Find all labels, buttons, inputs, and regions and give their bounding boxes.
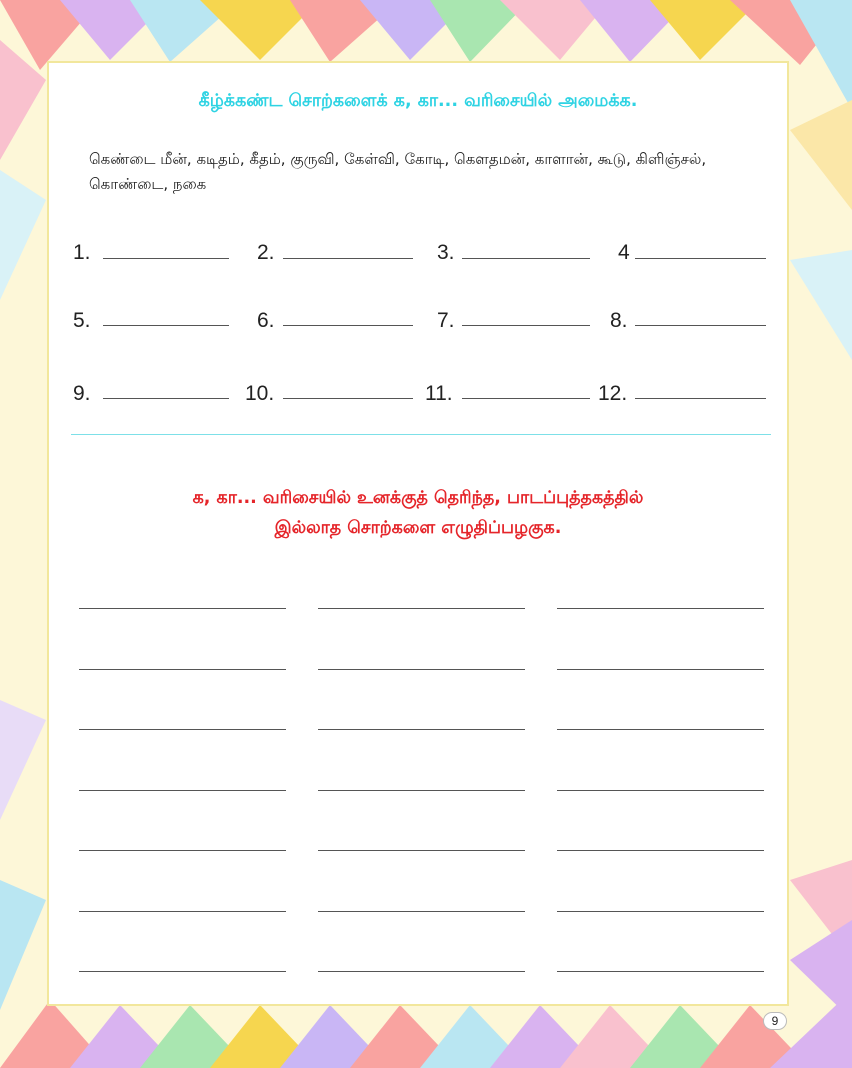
word-list: கெண்டை மீன், கடிதம், கீதம், குருவி, கேள்வி, கோடி, கௌதமன், காளான், கூடு, கிளிஞ்சல், கொண்டை, நகை [89,150,707,193]
answer-number: 9. [73,382,91,405]
section-divider [71,434,771,435]
writing-line[interactable] [318,608,525,609]
answer-line[interactable] [635,398,766,399]
writing-line[interactable] [79,729,286,730]
answer-number: 1. [73,241,91,264]
writing-line[interactable] [79,911,286,912]
writing-line[interactable] [557,971,764,972]
writing-line[interactable] [79,669,286,670]
answer-line[interactable] [283,325,413,326]
answer-line[interactable] [283,398,413,399]
page-number: 9 [763,1012,787,1030]
answer-line[interactable] [103,325,229,326]
writing-line[interactable] [79,971,286,972]
answer-number: 5. [73,309,91,332]
writing-line[interactable] [557,911,764,912]
answer-line[interactable] [462,398,590,399]
writing-line[interactable] [318,850,525,851]
answer-line[interactable] [462,325,590,326]
writing-line[interactable] [318,729,525,730]
writing-line[interactable] [79,790,286,791]
instruction-heading-1: கீழ்க்கண்ட சொற்களைக் க, கா... வரிசையில் அமைக்க. [198,91,638,111]
answer-line[interactable] [283,258,413,259]
writing-line[interactable] [557,850,764,851]
answer-number: 7. [437,309,455,332]
writing-line[interactable] [79,850,286,851]
answer-number: 3. [437,241,455,264]
writing-line[interactable] [318,669,525,670]
writing-line[interactable] [79,608,286,609]
worksheet [47,61,789,1006]
writing-line[interactable] [318,911,525,912]
answer-number: 6. [257,309,275,332]
answer-number: 4 [618,241,630,264]
heading-2-line-1: க, கா... வரிசையில் உனக்குத் தெரிந்த, பாடப்புத்தகத்தில் [192,488,644,508]
writing-line[interactable] [318,971,525,972]
answer-line[interactable] [635,258,766,259]
writing-line[interactable] [557,790,764,791]
answer-line[interactable] [462,258,590,259]
instruction-heading-2 [49,483,787,543]
writing-line[interactable] [318,790,525,791]
answer-number: 10. [245,382,275,405]
answer-line[interactable] [103,398,229,399]
answer-line[interactable] [635,325,766,326]
answer-number: 2. [257,241,275,264]
writing-line[interactable] [557,729,764,730]
answer-number: 12. [598,382,628,405]
writing-line[interactable] [557,669,764,670]
answer-line[interactable] [103,258,229,259]
heading-2-line-2: இல்லாத சொற்களை எழுதிப்பழகுக. [274,518,562,538]
answer-number: 11. [425,382,453,405]
answer-number: 8. [610,309,628,332]
writing-line[interactable] [557,608,764,609]
